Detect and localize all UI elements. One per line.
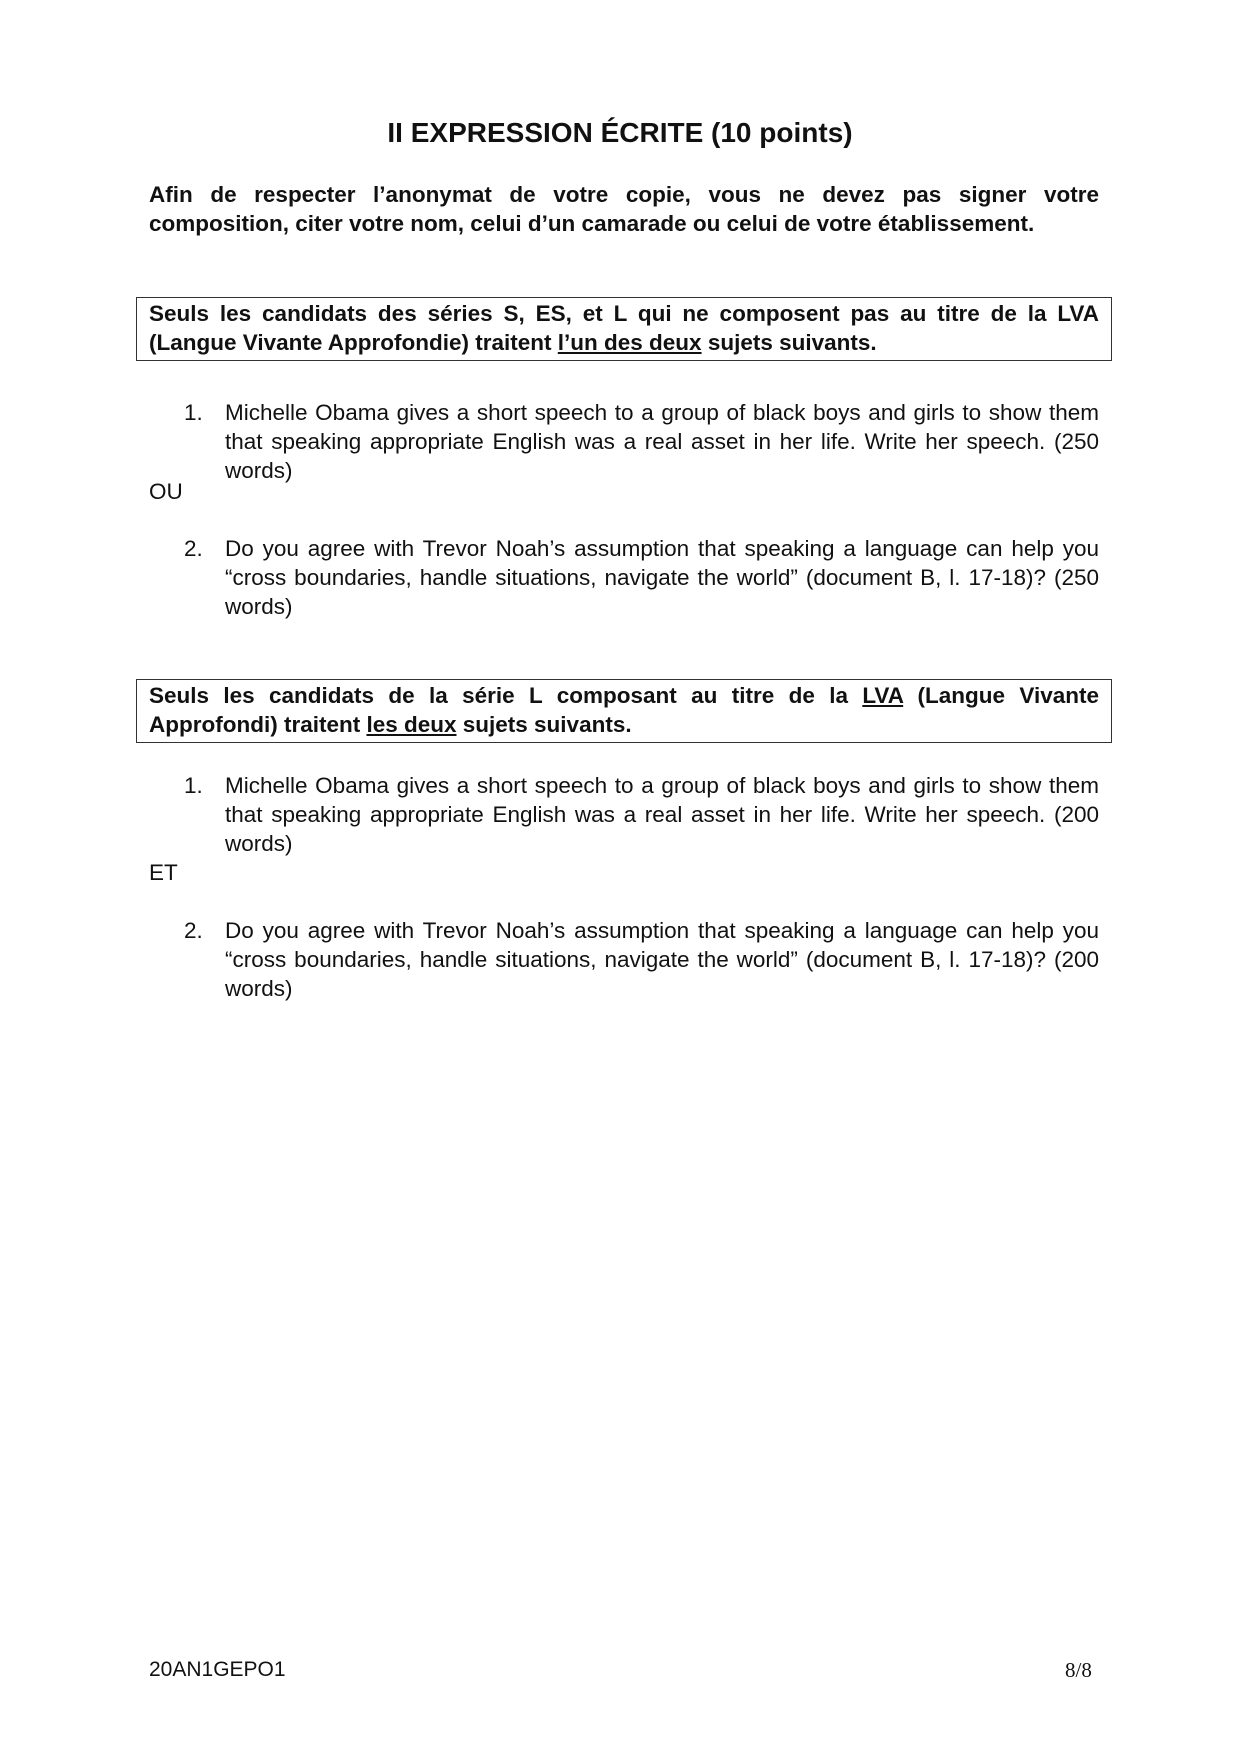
section1-connector: OU (149, 479, 183, 504)
section1-box-underlined: l’un des deux (557, 330, 702, 355)
subject-number: 1. (184, 773, 203, 798)
section2-box-text-middle: (Langue Vivante Approfondi) traitent (149, 683, 1099, 737)
page-title: II EXPRESSION ÉCRITE (10 points) (387, 117, 853, 148)
footer-page-number: 8/8 (1065, 1658, 1092, 1682)
subject-text: Do you agree with Trevor Noah’s assumption that speaking a language can help you “cross boundaries, handle situations, navigate the world” (document B, l. 17-18)? (200 words) (225, 918, 1099, 1001)
section1-box-text-after: sujets suivants. (701, 330, 877, 355)
section2-box-underlined-lva: LVA (862, 683, 904, 708)
section1-subject-2 (184, 534, 1099, 621)
subject-number: 1. (184, 400, 203, 425)
subject-text: Michelle Obama gives a short speech to a group of black boys and girls to show them that speaking appropriate English was a real asset in her life. Write her speech. (250 words) (225, 400, 1099, 483)
subject-text: Michelle Obama gives a short speech to a group of black boys and girls to show them that speaking appropriate English was a real asset in her life. Write her speech. (200 words) (225, 773, 1099, 856)
section2-box-text-after: sujets suivants. (456, 712, 632, 737)
subject-number: 2. (184, 918, 203, 943)
subject-number: 2. (184, 536, 203, 561)
section2-box-text-before: Seuls les candidats de la série L composant au titre de la (149, 683, 863, 708)
anonymity-instructions: Afin de respecter l’anonymat de votre copie, vous ne devez pas signer votre composition, citer votre nom, celui d’un camarade ou celui de votre établissement. (149, 182, 1099, 236)
section1-subject-1 (184, 398, 1099, 485)
subject-text: Do you agree with Trevor Noah’s assumption that speaking a language can help you “cross boundaries, handle situations, navigate the world” (document B, l. 17-18)? (250 words) (225, 536, 1099, 619)
section1-box-text-before: Seuls les candidats des séries S, ES, et L qui ne composent pas au titre de la LVA (Langue Vivante Approfondie) traitent (149, 301, 1099, 355)
section2-subject-1 (184, 771, 1099, 858)
section2-box-underlined-les-deux: les deux (366, 712, 457, 737)
section2-subject-2 (184, 916, 1099, 1003)
footer-exam-code: 20AN1GEPO1 (149, 1658, 286, 1681)
section2-connector: ET (149, 860, 178, 885)
section2-instruction-box (136, 679, 1112, 743)
section1-instruction-box (136, 297, 1112, 361)
